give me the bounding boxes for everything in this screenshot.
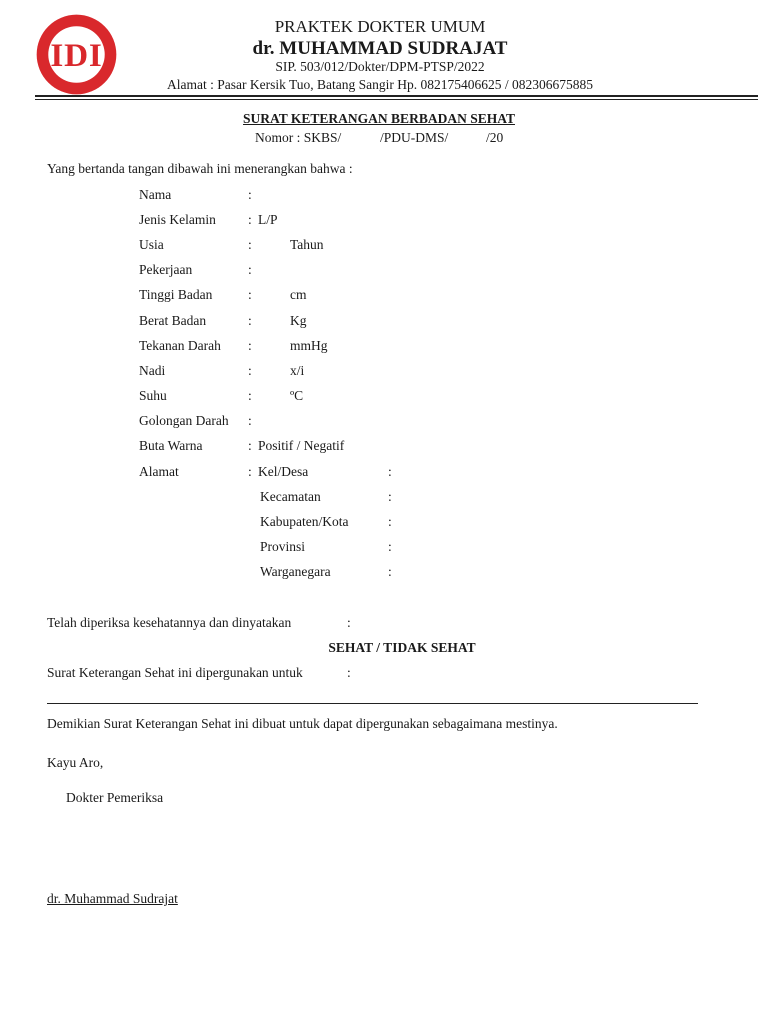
label-kecamatan: Kecamatan — [260, 489, 321, 504]
purpose-line — [47, 703, 698, 704]
closing-text: Demikian Surat Keterangan Sehat ini dibuat untuk dapat dipergunakan sebagaimana mestinya. — [47, 716, 558, 731]
label-kel-desa: Kel/Desa — [258, 464, 309, 479]
sip-number: SIP. 503/012/Dokter/DPM-PTSP/2022 — [275, 59, 485, 74]
label-jenis-kelamin: Jenis Kelamin — [139, 212, 216, 227]
intro-text: Yang bertanda tangan dibawah ini menerangkan bahwa : — [47, 161, 353, 176]
colon: : — [248, 187, 252, 202]
unit-berat: Kg — [290, 313, 307, 328]
colon: : — [248, 313, 252, 328]
colon: : — [388, 489, 392, 504]
health-status: SEHAT / TIDAK SEHAT — [328, 640, 476, 655]
clinic-name: PRAKTEK DOKTER UMUM — [274, 17, 486, 36]
colon: : — [248, 287, 252, 302]
header-divider-thin — [35, 99, 758, 100]
colon: : — [388, 514, 392, 529]
nomor-mid: /PDU-DMS/ — [380, 130, 449, 145]
value-buta-warna: Positif / Negatif — [258, 438, 345, 453]
label-nadi: Nadi — [139, 363, 166, 378]
colon: : — [248, 363, 252, 378]
colon: : — [248, 212, 252, 227]
colon: : — [388, 564, 392, 579]
logo-text: IDI — [50, 37, 103, 75]
colon: : — [347, 615, 351, 630]
label-alamat: Alamat — [139, 464, 179, 479]
label-tekanan-darah: Tekanan Darah — [139, 338, 221, 353]
header-divider-thick — [35, 95, 758, 97]
colon: : — [248, 388, 252, 403]
label-provinsi: Provinsi — [260, 539, 306, 554]
label-warganegara: Warganegara — [260, 564, 331, 579]
doctor-name: dr. MUHAMMAD SUDRAJAT — [252, 38, 508, 59]
colon: : — [248, 262, 252, 277]
colon: : — [248, 464, 252, 479]
label-usia: Usia — [139, 237, 164, 252]
nomor-end: /20 — [486, 130, 504, 145]
colon: : — [248, 237, 252, 252]
label-tinggi-badan: Tinggi Badan — [139, 287, 213, 302]
diperiksa-text: Telah diperiksa kesehatannya dan dinyatakan — [47, 615, 292, 630]
unit-tekanan: mmHg — [290, 338, 328, 353]
label-berat-badan: Berat Badan — [139, 313, 207, 328]
label-kabupaten: Kabupaten/Kota — [260, 514, 349, 529]
colon: : — [248, 438, 252, 453]
digunakan-text: Surat Keterangan Sehat ini dipergunakan untuk — [47, 665, 303, 680]
clinic-address: Alamat : Pasar Kersik Tuo, Batang Sangir Hp. 082175406625 / 082306675885 — [167, 77, 593, 92]
idi-logo — [35, 13, 118, 96]
document-title: SURAT KETERANGAN BERBADAN SEHAT — [243, 111, 515, 126]
label-nama: Nama — [139, 187, 172, 202]
colon: : — [248, 338, 252, 353]
label-pekerjaan: Pekerjaan — [139, 262, 193, 277]
label-buta-warna: Buta Warna — [139, 438, 203, 453]
unit-suhu: ºC — [290, 388, 304, 403]
unit-usia: Tahun — [290, 237, 324, 252]
place-date: Kayu Aro, — [47, 755, 104, 770]
colon: : — [388, 539, 392, 554]
label-suhu: Suhu — [139, 388, 167, 403]
colon: : — [248, 413, 252, 428]
signature-name: dr. Muhammad Sudrajat — [47, 891, 178, 906]
colon: : — [347, 665, 351, 680]
label-golongan-darah: Golongan Darah — [139, 413, 229, 428]
unit-nadi: x/i — [290, 363, 305, 378]
unit-tinggi: cm — [290, 287, 307, 302]
colon: : — [388, 464, 392, 479]
value-jenis-kelamin: L/P — [258, 212, 278, 227]
nomor-label: Nomor : SKBS/ — [255, 130, 342, 145]
signature-role: Dokter Pemeriksa — [66, 790, 164, 805]
